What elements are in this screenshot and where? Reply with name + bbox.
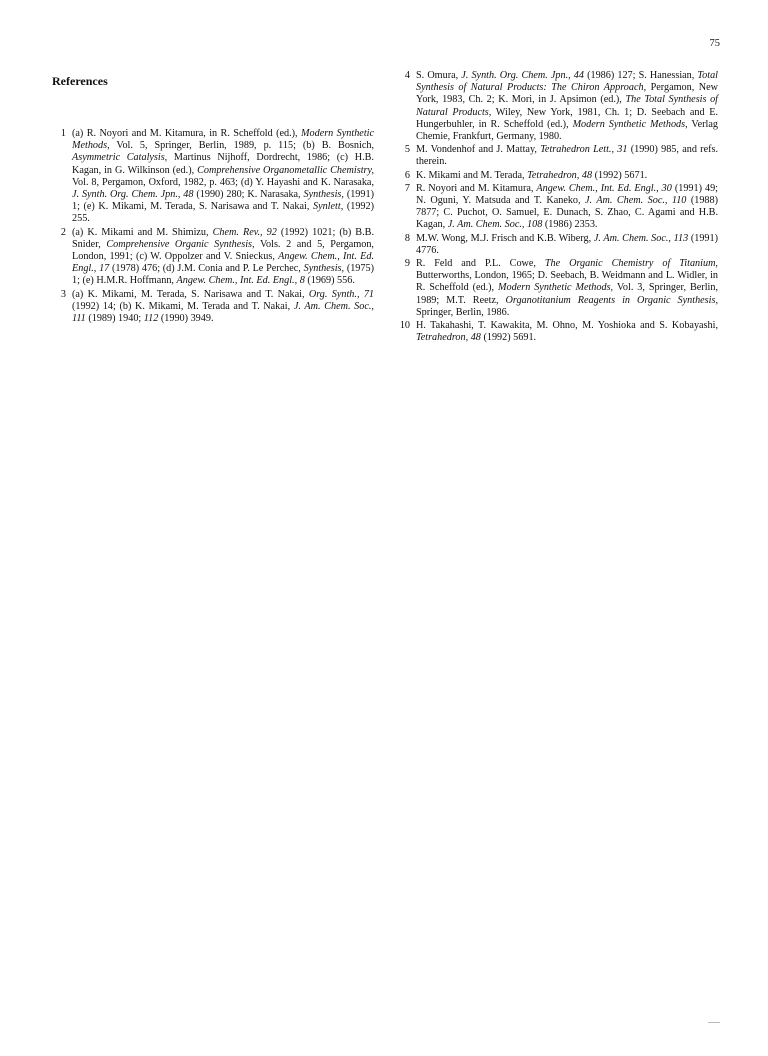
- citation-text: (1991) 49; N. Oguni, Y. Matsuda and T. Kaneko,: [416, 182, 718, 207]
- citation-text: M. Vondenhof and J. Mattay,: [416, 144, 541, 156]
- references-left-column: [52, 128, 374, 326]
- citation-italic: Modern Synthetic Methods,: [72, 128, 375, 152]
- references-heading: References: [52, 74, 108, 88]
- citation-italic: Angew. Chem., Int. Ed. Engl., 30: [536, 182, 672, 194]
- citation-text: Vol. 3, Springer, Berlin, 1989; M.T. Reetz,: [416, 282, 718, 306]
- reference-number: 7: [404, 182, 410, 194]
- citation-text: (1992) 5671.: [592, 169, 648, 181]
- citation-text: R. Feld and P.L. Cowe,: [416, 258, 545, 270]
- citation-text: (a) K. Mikami and M. Shimizu,: [72, 226, 213, 238]
- reference-number: 4: [404, 70, 410, 81]
- reference-item: [52, 128, 374, 226]
- citation-text: M.W. Wong, M.J. Frisch and K.B. Wiberg,: [416, 232, 594, 244]
- citation-italic: J. Am. Chem. Soc., 110: [585, 195, 687, 207]
- citation-italic: Comprehensive Organic Synthesis,: [106, 238, 255, 250]
- citation-text: (1988) 7877; C. Puchot, O. Samuel, E. Dunach, S. Zhao, C. Agami and H.B. Kagan,: [416, 195, 718, 231]
- citation-text: (1992) 255.: [72, 201, 374, 225]
- citation-italic: Comprehensive Organometallic Chemistry,: [197, 164, 374, 176]
- citation-italic: J. Am. Chem. Soc., 113: [593, 232, 689, 244]
- citation-italic: The Total Synthesis of Natural Products,: [416, 94, 718, 118]
- references-right-column: [392, 70, 718, 345]
- citation-text: Wiley, New York, 1981, Ch. 1; D. Seebach and E. Hungerbuhler, in R. Scheffold (ed.),: [416, 106, 719, 130]
- citation-text: (1986) 127; S. Hanessian,: [583, 70, 698, 81]
- reference-text: [416, 320, 718, 344]
- citation-italic: Synthesis,: [303, 263, 345, 275]
- citation-text: (1991) 4776.: [416, 232, 719, 256]
- reference-text: [416, 258, 718, 319]
- reference-number: 2: [60, 226, 66, 238]
- citation-text: (1992) 14; (b) K. Mikami, M. Terada and T. Nakai,: [72, 300, 294, 312]
- reference-number: 5: [404, 144, 410, 156]
- citation-italic: Synthesis,: [303, 189, 344, 201]
- citation-text: (a) R. Noyori and M. Kitamura, in R. Scheffold (ed.),: [72, 128, 302, 139]
- citation-text: (1990) 985, and refs. therein.: [416, 144, 718, 168]
- reference-item: [392, 233, 718, 257]
- reference-item: [392, 320, 718, 344]
- citation-text: Pergamon, New York, 1983, Ch. 2; K. Mori, in J. Apsimon (ed.),: [416, 82, 718, 106]
- citation-italic: Tetrahedron, 48: [527, 169, 593, 181]
- reference-number: 8: [404, 232, 410, 244]
- reference-text: [72, 128, 374, 226]
- citation-italic: J. Synth. Org. Chem. Jpn., 44: [461, 70, 584, 81]
- citation-text: (1975) 1; (e) H.M.R. Hoffmann,: [72, 263, 374, 287]
- citation-text: K. Mikami and M. Terada,: [416, 169, 528, 181]
- citation-italic: J. Am. Chem. Soc., 111: [72, 300, 374, 325]
- citation-text: (1989) 1940;: [85, 313, 144, 325]
- reference-number: 6: [404, 169, 410, 181]
- citation-italic: Synlett,: [312, 201, 344, 213]
- citation-text: Vol. 8, Pergamon, Oxford, 1982, p. 463; (d) Y. Hayashi and K. Narasaka,: [72, 176, 374, 188]
- citation-italic: 112: [143, 313, 159, 325]
- reference-item: [52, 289, 374, 326]
- citation-text: (1969) 556.: [304, 275, 355, 287]
- citation-italic: The Organic Chemistry of Titanium,: [544, 258, 718, 270]
- reference-text: [72, 227, 374, 288]
- reference-item: [392, 70, 718, 143]
- citation-italic: J. Synth. Org. Chem. Jpn., 48: [72, 189, 194, 201]
- page-number: 75: [709, 38, 720, 49]
- citation-text: Verlag Chemie, Frankfurt, Germany, 1980.: [416, 118, 718, 143]
- citation-text: Springer, Berlin, 1986.: [416, 306, 510, 318]
- reference-item: [392, 258, 718, 319]
- reference-text: [72, 289, 374, 326]
- citation-italic: Tetrahedron Lett., 31: [540, 144, 628, 156]
- citation-text: Butterworths, London, 1965; D. Seebach, B. Weidmann and L. Widler, in R. Scheffold (ed.),: [416, 270, 718, 294]
- reference-number: 3: [60, 288, 66, 300]
- reference-text: [416, 144, 718, 168]
- citation-text: (1986) 2353.: [542, 219, 598, 231]
- citation-italic: Chem. Rev., 92: [212, 226, 277, 238]
- reference-item: [392, 144, 718, 168]
- reference-item: [392, 170, 718, 182]
- reference-number: 9: [404, 258, 410, 270]
- reference-item: [52, 227, 374, 288]
- citation-italic: Angew. Chem., Int. Ed. Engl., 8: [176, 275, 305, 287]
- footer-mark: [708, 1022, 720, 1023]
- reference-text: [416, 70, 718, 143]
- citation-text: (1992) 5691.: [480, 332, 537, 344]
- citation-italic: Tetrahedron, 48: [416, 332, 481, 344]
- citation-italic: J. Am. Chem. Soc., 108: [447, 219, 543, 231]
- citation-italic: Angew. Chem., Int. Ed. Engl., 17: [72, 251, 374, 275]
- citation-text: Vols. 2 and 5, Pergamon, London, 1991; (c) W. Oppolzer and V. Snieckus,: [72, 238, 374, 263]
- reference-item: [392, 183, 718, 232]
- citation-italic: Asymmetric Catalysis,: [72, 152, 168, 164]
- citation-text: Martinus Nijhoff, Dordrecht, 1986; (c) H.B. Kagan, in G. Wilkinson (ed.),: [72, 152, 374, 176]
- citation-text: (1990) 3949.: [158, 313, 214, 325]
- citation-text: H. Takahashi, T. Kawakita, M. Ohno, M. Yoshioka and S. Kobayashi,: [416, 320, 718, 332]
- citation-italic: Modern Synthetic Methods,: [572, 118, 688, 130]
- citation-text: S. Omura,: [416, 70, 462, 81]
- reference-text: [416, 170, 718, 182]
- citation-italic: Total Synthesis of Natural Products: The Chiron Approach,: [416, 70, 718, 94]
- citation-text: (1978) 476; (d) J.M. Conia and P. Le Perchec,: [109, 263, 304, 275]
- citation-italic: Modern Synthetic Methods,: [498, 282, 614, 294]
- citation-italic: Org. Synth., 71: [308, 288, 375, 300]
- citation-text: (1992) 1021; (b) B.B. Snider,: [72, 226, 374, 250]
- citation-text: (a) K. Mikami, M. Terada, S. Narisawa and T. Nakai,: [72, 288, 309, 300]
- reference-number: 10: [399, 320, 410, 332]
- citation-text: (1991) 1; (e) K. Mikami, M. Terada, S. Narisawa and T. Nakai,: [72, 189, 374, 213]
- citation-text: Vol. 5, Springer, Berlin, 1989, p. 115; (b) B. Bosnich,: [109, 140, 374, 152]
- citation-italic: Organotitanium Reagents in Organic Synthesis,: [505, 294, 718, 306]
- citation-text: R. Noyori and M. Kitamura,: [416, 182, 537, 194]
- reference-number: 1: [60, 128, 66, 139]
- reference-text: [416, 233, 718, 257]
- citation-text: (1990) 280; K. Narasaka,: [193, 189, 304, 201]
- reference-text: [416, 183, 718, 232]
